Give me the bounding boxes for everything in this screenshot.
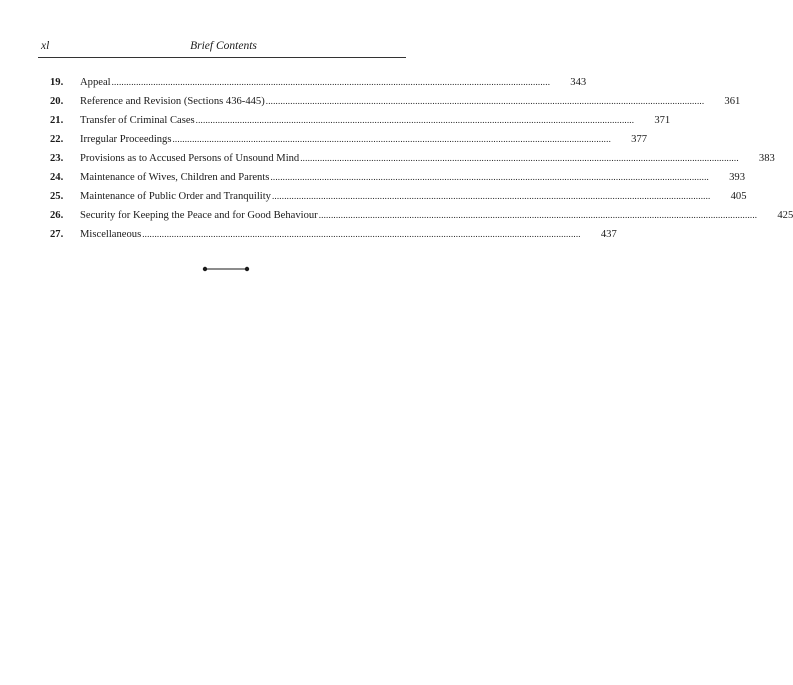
chapter-page-number: 425 [777,210,793,221]
chapter-number: 23. [50,153,64,164]
chapter-number: 27. [50,229,64,240]
chapter-number: 26. [50,210,64,221]
chapter-title: Irregular Proceedings [80,134,172,145]
toc-entry [50,210,793,229]
dot-leader [319,210,758,220]
chapter-title: Maintenance of Wives, Children and Parents [80,172,270,183]
dot-leader [272,191,711,201]
chapter-title: Provisions as to Accused Persons of Unsound Mind [80,153,300,164]
chapter-number: 22. [50,134,64,145]
chapter-number: 19. [50,77,64,88]
dot-leader [270,172,709,182]
chapter-title: Appeal [80,77,111,88]
chapter-page-number: 343 [570,77,587,88]
chapter-title: Miscellaneous [80,229,142,240]
chapter-title: Security for Keeping the Peace and for Good Behaviour [80,210,318,221]
chapter-page-number: 405 [730,191,747,202]
running-header [41,40,406,56]
chapter-number: 21. [50,115,64,126]
chapter-title: Reference and Revision (Sections 436-445) [80,96,265,107]
dot-leader [266,96,705,106]
header-rule [38,57,406,58]
toc-entry [50,115,671,134]
dot-line-dot-ornament-icon [202,265,250,273]
chapter-title: Maintenance of Public Order and Tranquility [80,191,271,202]
dot-leader [300,153,739,163]
table-of-contents [50,77,793,248]
running-title: Brief Contents [190,40,257,52]
toc-entry [50,77,587,96]
toc-entry [50,229,617,248]
toc-entry [50,96,741,115]
page-folio: xl [41,40,50,52]
chapter-page-number: 393 [729,172,745,183]
chapter-number: 24. [50,172,64,183]
dot-leader [172,134,611,144]
toc-entry [50,172,745,191]
dot-leader [112,77,551,87]
chapter-number: 20. [50,96,64,107]
chapter-page-number: 383 [758,153,775,164]
toc-entry [50,153,775,172]
chapter-page-number: 361 [724,96,741,107]
dot-leader [196,115,635,125]
toc-entry [50,134,648,153]
chapter-page-number: 377 [631,134,648,145]
toc-entry [50,191,747,210]
chapter-title: Transfer of Criminal Cases [80,115,195,126]
chapter-number: 25. [50,191,64,202]
chapter-page-number: 371 [654,115,671,126]
dot-leader [142,229,581,239]
chapter-page-number: 437 [600,229,617,240]
